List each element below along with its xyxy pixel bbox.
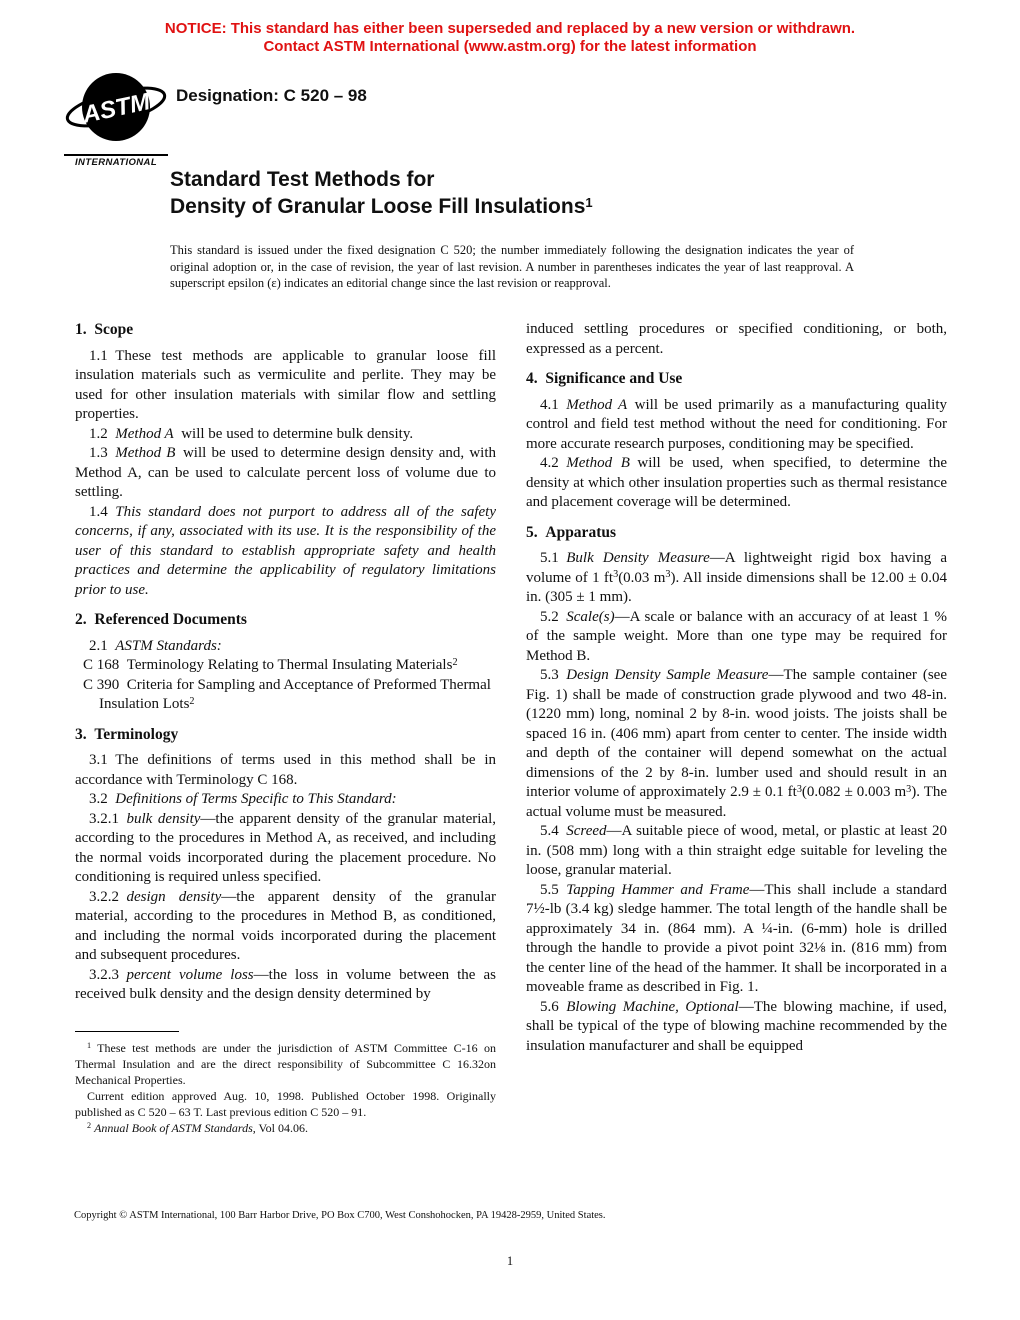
paragraph: 4.2 Method B will be used, when specified, to determine the density at which other insulation properties such as thermal resistance and placement coverage will be determined. xyxy=(526,455,947,510)
paragraph: 3.2.1 bulk density—the apparent density of the granular material, according to the procedures in Method A, as received, and including the normal voids incorporated during the placement procedure. No conditioning is required unless specified. xyxy=(75,810,496,885)
paragraph: 5.1 Bulk Density Measure—A lightweight rigid box having a volume of 1 $ft^3(0.03$ $m^3$). All inside dimensions shall be 12.00 ± 0.04 in. (305 ± 1 mm). xyxy=(526,550,947,605)
paragraph: 1.1 These test methods are applicable to granular loose fill insulation materials such as vermiculite and perlite. They may be used for other insulation materials with similar flow and settling properties. xyxy=(75,347,496,422)
footnote-divider xyxy=(75,1031,179,1032)
paragraph: 5.3 Design Density Sample Measure—The sample container (see Fig. 1) shall be made of construction grade plywood and two 48-in. (1220 mm) long, nominal 2 by 8-in. wood joists. The joists shall be spaced 16 in. (406 mm) apart from center to center. The inside width and depth of the container will depend somewhat on the actual dimensions of the 2 by 8-in. lumber used and should result in an interior volume of approximately 2.9 ± 0.1 $ft^3(0.082 \pm 0.003$ $m^3$). The actual volume must be measured. xyxy=(526,667,948,820)
notice-banner xyxy=(0,20,1020,55)
svg-text:ASTM: ASTM xyxy=(80,88,153,129)
paragraph: 3.1 The definitions of terms used in this method shall be in accordance with Terminology C 168. xyxy=(75,752,496,788)
footnote-1: $^1$ These test methods are under the jurisdiction of ASTM Committee C-16 on Thermal Insulation and are the direct responsibility of Subcommittee C 16.32on Mechanical Properties. xyxy=(75,1040,496,1087)
paragraph: 2.1 ASTM Standards: xyxy=(89,637,222,654)
paragraph: 3.2.3 percent volume loss—the loss in volume between the as received bulk density and the design density determined by xyxy=(75,966,496,1002)
body-columns xyxy=(75,320,947,1136)
footnote-edition: Current edition approved Aug. 10, 1998. Published October 1998. Originally published as C 520 – 63 T. Last previous edition C 520 – 91. xyxy=(75,1088,496,1119)
paragraph: 5.4 Screed—A suitable piece of wood, metal, or plastic at least 20 in. (508 mm) long with a thin straight edge suitable for leveling the loose, granular material. xyxy=(526,823,947,878)
designation: Designation: C 520 – 98 xyxy=(176,86,367,105)
continuation-paragraph: induced settling procedures or specified conditioning, or both, expressed as a percent. xyxy=(526,321,947,357)
paragraph: 5.6 Blowing Machine, Optional—The blowing machine, if used, shall be typical of the type of blowing machine recommended by the insulation manufacturer and shall be equipped xyxy=(526,998,947,1054)
section-heading: 5. Apparatus xyxy=(526,523,617,541)
section-heading: 4. Significance and Use xyxy=(526,370,683,387)
paragraph: 3.2.2 design density—the apparent density of the granular material, according to the procedures in Method B, as conditioned, and including the normal voids incorporated during the placement and subsequent procedures. xyxy=(75,888,496,963)
left-column xyxy=(75,320,496,1136)
paragraph: 4.1 Method A will be used primarily as a manufacturing quality control and field test method without the need for conditioning. For more accurate research purposes, conditioning may be specified. xyxy=(526,396,947,452)
page-title xyxy=(170,166,593,222)
paragraph: 1.2 Method A will be used to determine bulk density. xyxy=(89,425,414,442)
page-number: 1 xyxy=(506,1254,514,1268)
title-line1: Standard Test Methods for xyxy=(170,168,435,191)
paragraph: 5.5 Tapping Hammer and Frame—This shall include a standard 7½-lb (3.4 kg) sledge hammer. The total length of the handle shall be approximately 34 in. (864 mm). A ¼-in. (6-mm) hole is drilled through the handle to provide a pivot point 32⅛ in. (816 mm) from the center line of the head of the hammer. It shall be incorporated in a moveable frame as described in Fig. 1. xyxy=(526,881,947,995)
footnote-2: $^2$ Annual Book of ASTM Standards, Vol 04.06. xyxy=(87,1120,308,1135)
paragraph: C 168 Terminology Relating to Thermal Insulating Materials$^2$ xyxy=(83,656,458,673)
title-line2: Density of Granular Loose Fill Insulations$^1$ xyxy=(170,195,593,218)
paragraph: 1.3 Method B will be used to determine design density and, with Method A, can be used to calculate percent loss of volume due to settling. xyxy=(75,445,496,500)
paragraph: 5.2 Scale(s)—A scale or balance with an accuracy of at least 1 % of the sample weight. More than one type may be required for Method B. xyxy=(526,608,947,664)
copyright-line: Copyright © ASTM International, 100 Barr Harbor Drive, PO Box C700, West Conshohocken, PA 19428-2959, United States. xyxy=(74,1210,606,1221)
notice-line1: NOTICE: This standard has either been superseded and replaced by a new version or withdrawn. xyxy=(164,20,856,37)
issuance-note: This standard is issued under the fixed designation C 520; the number immediately following the designation indicates the year of original adoption or, in the case of revision, the year of last revision. A number in parentheses indicates the year of last reapproval. A superscript epsilon (ε) indicates an editorial change since the last revision or reapproval. xyxy=(170,243,854,290)
paragraph: C 390 Criteria for Sampling and Acceptance of Preformed Thermal Insulation Lots$^2$ xyxy=(83,676,491,712)
section-heading: 2. Referenced Documents xyxy=(75,611,247,628)
astm-globe-icon xyxy=(64,68,168,148)
paragraph: 3.2 Definitions of Terms Specific to This Standard: xyxy=(89,791,397,807)
right-column xyxy=(526,320,947,1136)
title-footnote-ref: 1 xyxy=(585,195,593,211)
notice-line2: Contact ASTM International (www.astm.org) for the latest information xyxy=(263,37,757,55)
section-heading: 1. Scope xyxy=(75,321,134,338)
section-heading: 3. Terminology xyxy=(75,725,179,743)
astm-logo xyxy=(64,68,168,168)
paragraph: 1.4 This standard does not purport to address all of the safety concerns, if any, associated with its use. It is the responsibility of the user of this standard to establish appropriate safety and health practices and determine the applicability of regulatory limitations prior to use. xyxy=(75,503,496,598)
astm-logo-subtitle: INTERNATIONAL xyxy=(64,154,168,168)
